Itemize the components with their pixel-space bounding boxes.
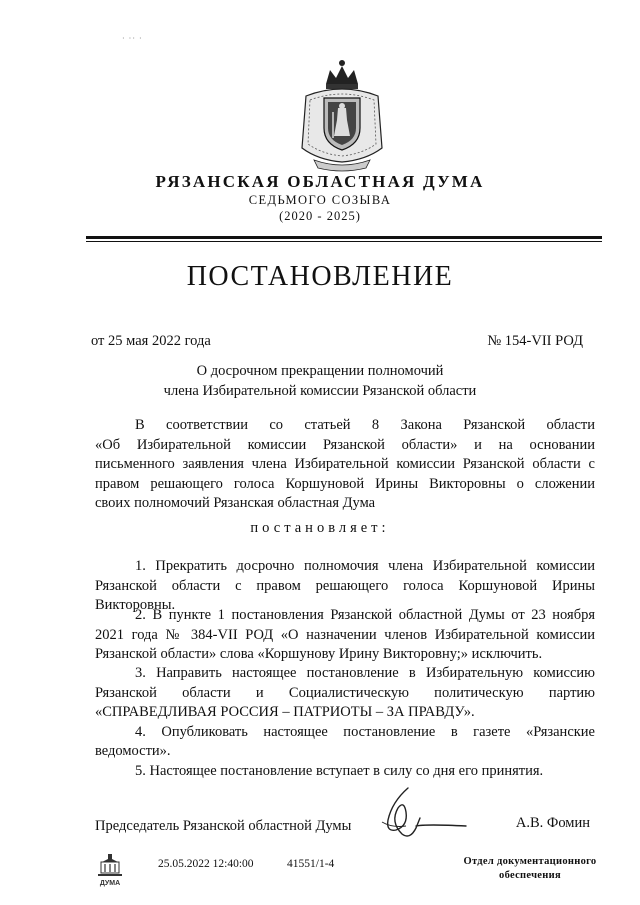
registration-office xyxy=(440,855,620,883)
item-line: 5. Настоящее постановление вступает в силу со дня его принятия. xyxy=(135,763,544,779)
item-line: Рязанской области с правом решающего голоса Коршуновой Ирины xyxy=(95,578,595,594)
header-divider-thin xyxy=(86,241,602,242)
stamp-logo-text: ДУМА xyxy=(99,880,121,887)
preamble-line: правом решающего голоса Коршуновой Ирины Викторовны о сложении xyxy=(95,476,595,492)
office-line: обеспечения xyxy=(499,870,561,881)
duma-building-icon xyxy=(97,852,123,888)
signature-icon xyxy=(362,782,470,842)
preamble-line: «Об Избирательной комиссии Рязанской области» и на основании xyxy=(95,437,595,453)
document-date: от 25 мая 2022 года xyxy=(91,333,211,349)
organization-name: РЯЗАНСКАЯ ОБЛАСТНАЯ ДУМА xyxy=(155,172,485,191)
resolves-heading: постановляет: xyxy=(250,520,390,536)
item-line: Рязанской области» слова «Коршунову Ирину Викторовну;» исключить. xyxy=(95,646,543,662)
preamble-line: В соответствии со статьей 8 Закона Рязанской области xyxy=(135,417,595,433)
header-divider xyxy=(86,236,602,239)
registration-datetime: 25.05.2022 12:40:00 xyxy=(158,858,254,870)
subject-line: О досрочном прекращении полномочий xyxy=(196,363,444,379)
document-type-title: ПОСТАНОВЛЕНИЕ xyxy=(186,261,454,292)
item-line: 1. Прекратить досрочно полномочия члена Избирательной комиссии xyxy=(135,558,595,574)
signatory-position: Председатель Рязанской областной Думы xyxy=(95,818,352,834)
preamble-line: письменного заявления члена Избирательной комиссии Рязанской области с xyxy=(95,456,595,472)
item-line: Викторовны. xyxy=(95,597,176,613)
item-line: 4. Опубликовать настоящее постановление в газете «Рязанские xyxy=(135,724,595,740)
item-line: ведомости». xyxy=(95,743,171,759)
item-line: 2021 года № 384-VII РОД «О назначении членов Избирательной комиссии xyxy=(95,627,595,643)
item-line: 2. В пункте 1 постановления Рязанской областной Думы от 23 ноября xyxy=(135,607,595,623)
corner-mark: · ·· · xyxy=(122,34,143,43)
preamble-line: своих полномочий Рязанская областная Дума xyxy=(95,495,376,511)
document-number: № 154-VII РОД xyxy=(487,333,583,349)
coat-of-arms-icon xyxy=(296,56,388,174)
subject-line: члена Избирательной комиссии Рязанской области xyxy=(163,383,477,399)
convocation-years: (2020 - 2025) xyxy=(279,209,361,223)
signatory-name: А.В. Фомин xyxy=(515,815,590,831)
item-line: Рязанской области и Социалистическую политическую партию xyxy=(95,685,595,701)
item-line: 3. Направить настоящее постановление в Избирательную комиссию xyxy=(135,665,595,681)
item-line: «СПРАВЕДЛИВАЯ РОССИЯ – ПАТРИОТЫ – ЗА ПРАВДУ». xyxy=(95,704,475,720)
registration-number: 41551/1-4 xyxy=(287,858,335,870)
office-line: Отдел документационного xyxy=(463,856,597,867)
convocation: СЕДЬМОГО СОЗЫВА xyxy=(248,193,392,207)
